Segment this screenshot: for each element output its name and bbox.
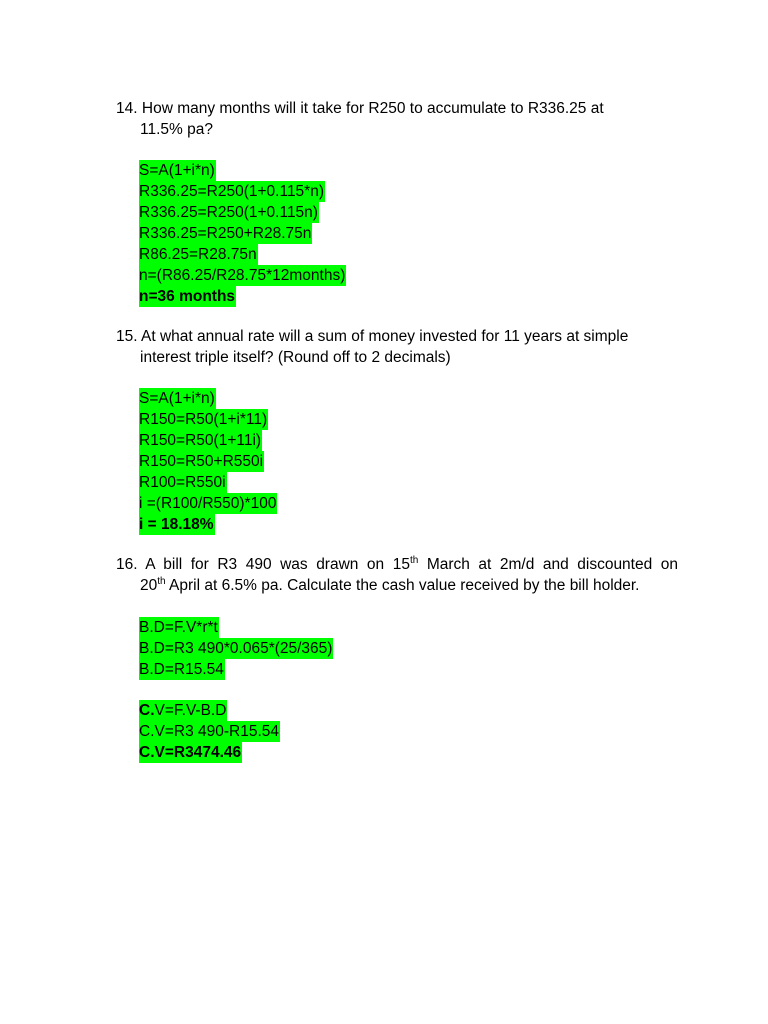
- answer-14-line-3: [139, 202, 346, 223]
- answer-16-bd-text-3: B.D=R15.54: [139, 661, 224, 678]
- question-16-text-2b: April at 6.5% pa. Calculate the cash value received by the bill holder.: [165, 577, 640, 594]
- answer-16-cv-bold-prefix: C.: [139, 702, 155, 719]
- answer-16-cv-text-2: C.V=R3 490-R15.54: [139, 723, 280, 740]
- question-15: [116, 326, 678, 368]
- answer-14-text-6: n=(R86.25/R28.75*12months): [139, 267, 346, 284]
- question-16-text-1a: A bill for R3 490 was drawn on 15: [145, 556, 410, 573]
- answer-16-cv-result-line: [139, 742, 280, 763]
- answer-16-bd-text-1: B.D=F.V*r*t: [139, 619, 218, 636]
- answer-15-line-3: [139, 430, 277, 451]
- answer-14-line-4: [139, 223, 346, 244]
- question-16-text-2a: 20: [140, 577, 158, 594]
- answer-15-line-5: [139, 472, 277, 493]
- answer-15-result: i = 18.18%: [139, 516, 214, 533]
- question-16-number: 16.: [116, 556, 138, 573]
- answer-15-result-line: [139, 514, 277, 535]
- answer-16-cv-line-2: [139, 721, 280, 742]
- question-15-number: 15.: [116, 328, 138, 345]
- answer-15-text-6: i =(R100/R550)*100: [139, 495, 277, 512]
- answer-14-text-3: R336.25=R250(1+0.115n): [139, 204, 318, 221]
- question-14-line-1: [116, 98, 678, 119]
- answer-15-line-1: [139, 388, 277, 409]
- answer-16-bd-text-2: B.D=R3 490*0.065*(25/365): [139, 640, 333, 657]
- answer-16-cv-rest: V=F.V-B.D: [154, 702, 227, 719]
- answer-16-cv-result: C.V=R3474.46: [139, 744, 242, 761]
- answer-14-result: n=36 months: [139, 288, 236, 305]
- answer-16-cv: [139, 700, 280, 763]
- answer-15-line-6: [139, 493, 277, 514]
- answer-14-line-1: [139, 160, 346, 181]
- question-15-text-1: At what annual rate will a sum of money invested for 11 years at simple: [141, 328, 629, 345]
- answer-14-text-2: R336.25=R250(1+0.115*n): [139, 183, 324, 200]
- answer-14-line-6: [139, 265, 346, 286]
- answer-15-text-1: S=A(1+i*n): [139, 390, 215, 407]
- answer-14-line-5: [139, 244, 346, 265]
- answer-16-bd: [139, 617, 333, 680]
- answer-15-text-5: R100=R550i: [139, 474, 226, 491]
- question-14: [116, 98, 678, 140]
- answer-14: [139, 160, 346, 307]
- answer-15: [139, 388, 277, 535]
- answer-16-cv-line-1: [139, 700, 280, 721]
- question-16: [116, 554, 678, 596]
- question-16-line-2: [116, 575, 678, 596]
- answer-16-bd-line-2: [139, 638, 333, 659]
- question-16-line-1: [116, 554, 678, 575]
- answer-15-text-2: R150=R50(1+i*11): [139, 411, 268, 428]
- answer-15-text-3: R150=R50(1+11i): [139, 432, 262, 449]
- answer-16-bd-line-3: [139, 659, 333, 680]
- answer-14-text-4: R336.25=R250+R28.75n: [139, 225, 312, 242]
- answer-15-line-2: [139, 409, 277, 430]
- question-14-number: 14.: [116, 100, 138, 117]
- question-16-text-1b: March at 2m/d and discounted on: [418, 556, 678, 573]
- answer-15-line-4: [139, 451, 277, 472]
- answer-16-cv-text-1: [139, 700, 227, 721]
- answer-15-text-4: R150=R50+R550i: [139, 453, 264, 470]
- answer-16-bd-line-1: [139, 617, 333, 638]
- question-14-text-1: How many months will it take for R250 to accumulate to R336.25 at: [141, 100, 604, 117]
- question-16-sup-2: th: [157, 576, 166, 587]
- answer-14-text-5: R86.25=R28.75n: [139, 246, 257, 263]
- question-15-line-1: [116, 326, 678, 347]
- answer-14-result-line: [139, 286, 346, 307]
- question-15-line-2: interest triple itself? (Round off to 2 decimals): [140, 349, 451, 366]
- question-16-sup-1: th: [409, 555, 419, 566]
- question-14-line-2: 11.5% pa?: [140, 121, 213, 138]
- answer-14-text-1: S=A(1+i*n): [139, 162, 215, 179]
- answer-14-line-2: [139, 181, 346, 202]
